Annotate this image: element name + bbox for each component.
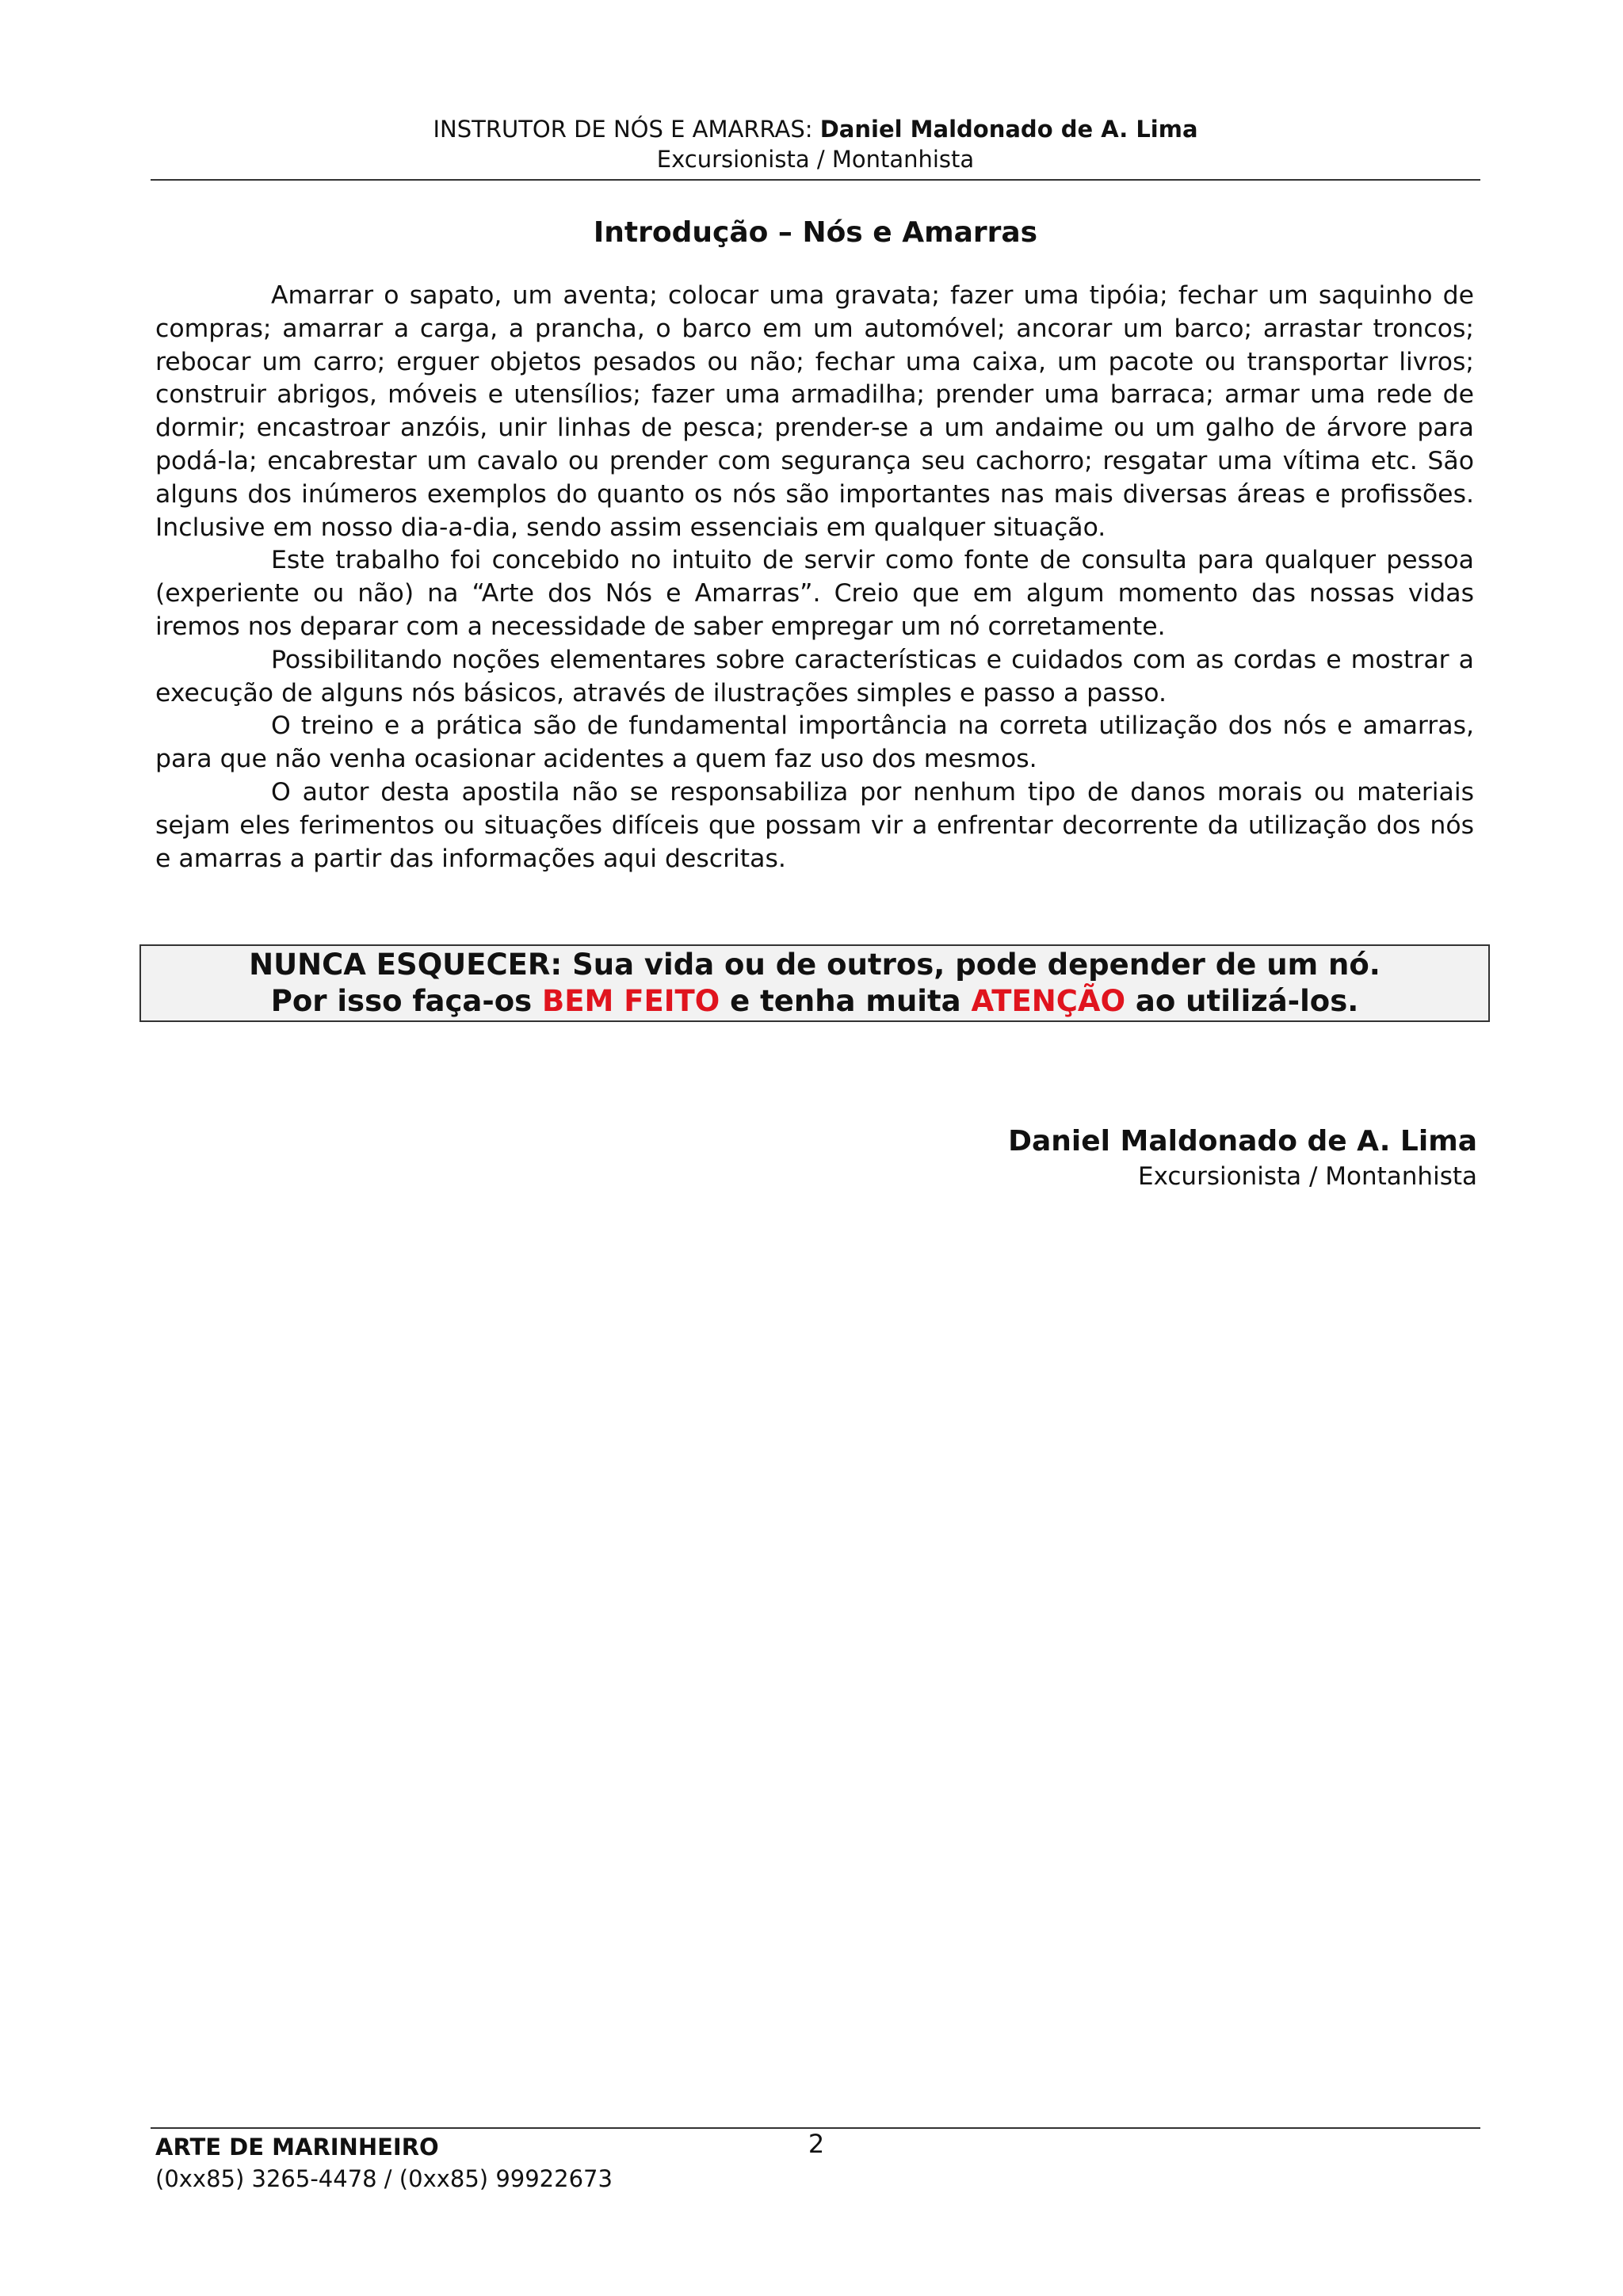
signature-role: Excursionista / Montanhista	[1138, 1162, 1477, 1191]
header-author-name: Daniel Maldonado de A. Lima	[819, 116, 1198, 143]
page-title: Introdução – Nós e Amarras	[593, 216, 1038, 249]
header-subtitle: Excursionista / Montanhista	[656, 146, 975, 173]
warning-box	[139, 944, 1490, 1022]
warning-text-a: Por isso faça-os	[270, 984, 543, 1018]
signature-block	[1008, 1122, 1477, 1192]
page-header	[151, 114, 1480, 174]
page-footer	[155, 2131, 613, 2195]
header-prefix: INSTRUTOR DE NÓS E AMARRAS:	[433, 116, 820, 143]
warning-text-c: ao utilizá-los.	[1125, 984, 1359, 1018]
header-line	[151, 114, 1480, 144]
warning-highlight-atencao: ATENÇÃO	[971, 984, 1126, 1018]
page-number: 2	[808, 2129, 825, 2159]
paragraph-4: O treino e a prática são de fundamental importância na correta utilização dos nós e amarras, para que não venha ocasionar acidentes a quem faz uso dos mesmos.	[155, 711, 1474, 774]
signature-name: Daniel Maldonado de A. Lima	[1008, 1125, 1477, 1158]
warning-line-1: NUNCA ESQUECER: Sua vida ou de outros, pode depender de um nó.	[249, 948, 1381, 982]
paragraph-1: Amarrar o sapato, um aventa; colocar uma gravata; fazer uma tipóia; fechar um saquinho de compras; amarrar a carga, a prancha, o barco em um automóvel; ancorar um barco; arrastar troncos; rebocar um carro; erguer objetos pesados ou não; fechar uma caixa, um pacote ou transportar livros; construir abrigos, móveis e utensílios; fazer uma armadilha; prender uma barraca; armar uma rede de dormir; encastroar anzóis, unir linhas de pesca; prender-se a um andaime ou um galho de árvore para podá-la; encabrestar um cavalo ou prender com segurança seu cachorro; resgatar uma vítima etc. São alguns dos inúmeros exemplos do quanto os nós são importantes nas mais diversas áreas e profissões. Inclusive em nosso dia-a-dia, sendo assim essenciais em qualquer situação.	[155, 281, 1474, 542]
paragraph-2: Este trabalho foi concebido no intuito de servir como fonte de consulta para qualquer pessoa (experiente ou não) na “Arte dos Nós e Amarras”. Creio que em algum momento das nossas vidas iremos nos deparar com a necessidade de saber empregar um nó corretamente.	[155, 546, 1474, 641]
footer-brand: ARTE DE MARINHEIRO	[155, 2134, 439, 2161]
warning-text-b: e tenha muita	[720, 984, 972, 1018]
intro-body	[155, 280, 1474, 875]
header-divider	[151, 179, 1480, 181]
paragraph-3: Possibilitando noções elementares sobre características e cuidados com as cordas e mostrar a execução de alguns nós básicos, através de ilustrações simples e passo a passo.	[155, 645, 1474, 707]
warning-highlight-bem-feito: BEM FEITO	[542, 984, 720, 1018]
warning-line-2	[141, 983, 1488, 1020]
paragraph-5: O autor desta apostila não se responsabiliza por nenhum tipo de danos morais ou materiais sejam eles ferimentos ou situações difíceis que possam vir a enfrentar decorrente da utilização dos nós e amarras a partir das informações aqui descritas.	[155, 777, 1474, 873]
footer-phones: (0xx85) 3265-4478 / (0xx85) 99922673	[155, 2165, 613, 2192]
